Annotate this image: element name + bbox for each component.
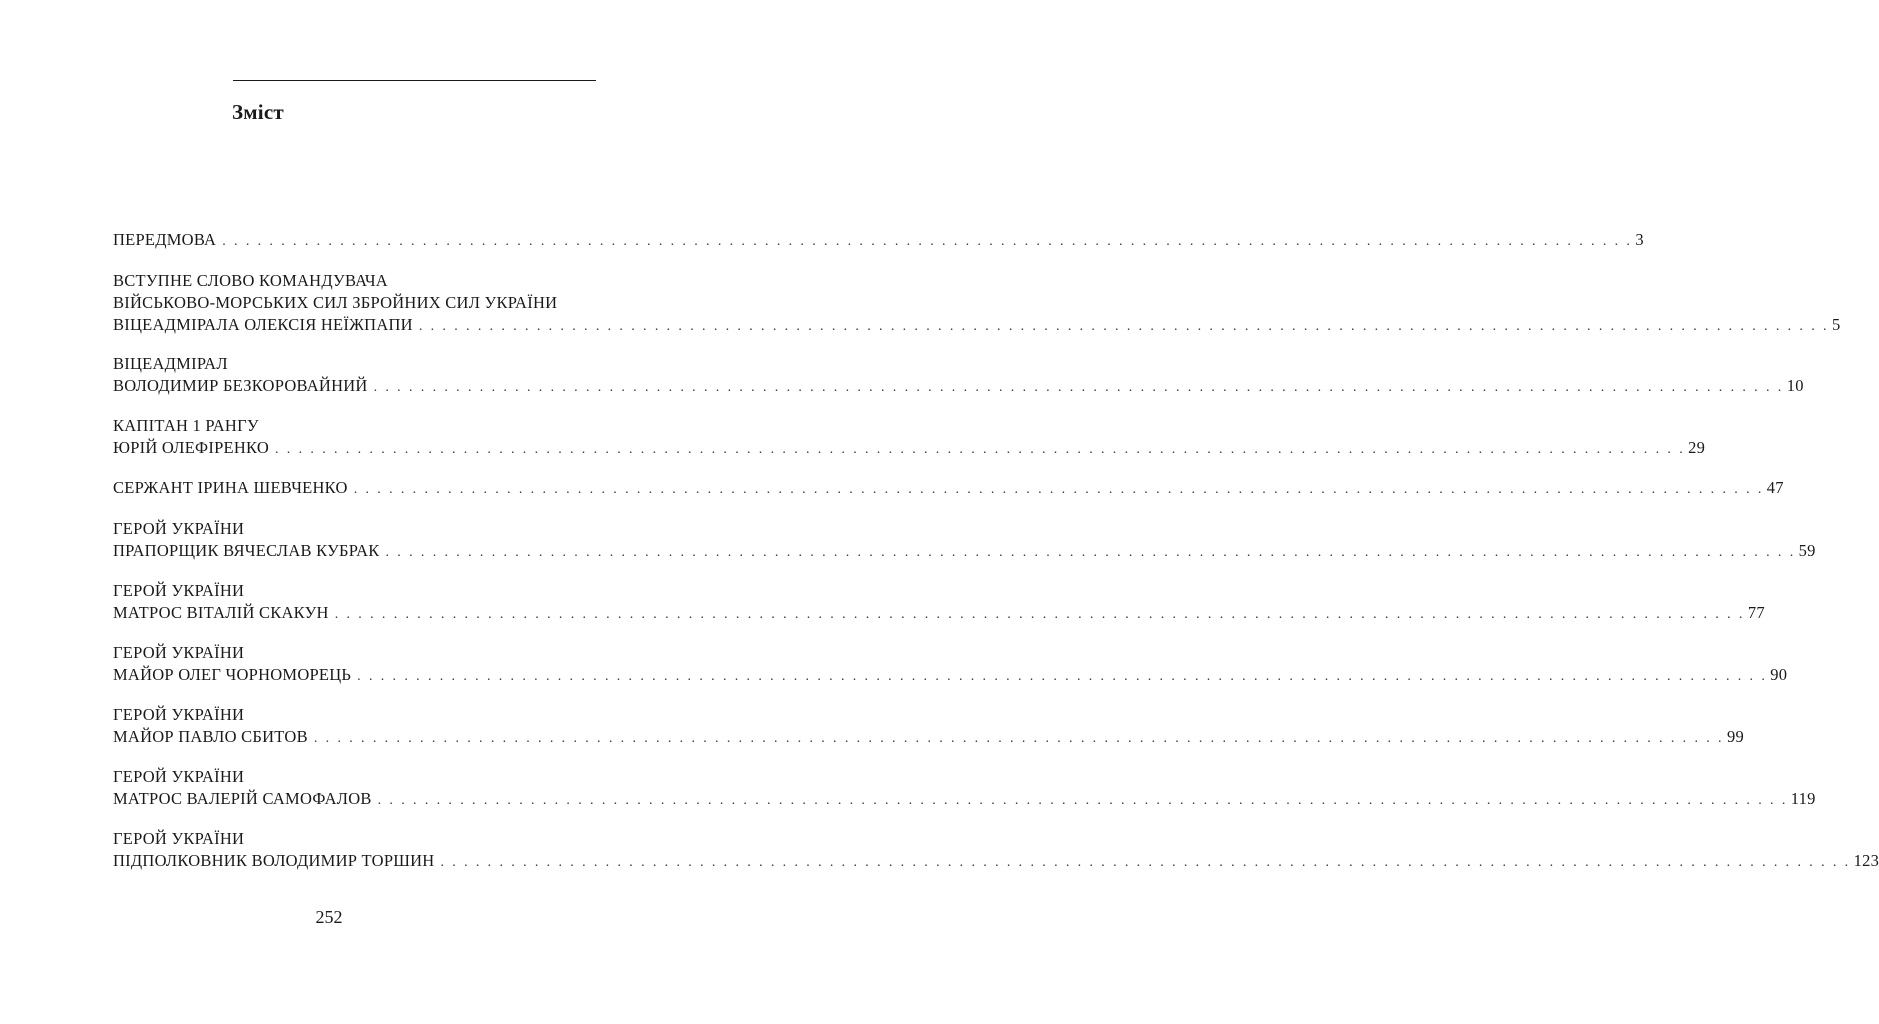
toc-entry-title: МАЙОР ПАВЛО СБИТОВ <box>113 727 308 746</box>
toc-entry-last-line <box>113 540 1816 562</box>
toc-entry-title: МАТРОС ВІТАЛІЙ СКАКУН <box>113 603 329 622</box>
toc-entry-title: ПЕРЕДМОВА <box>113 230 217 249</box>
toc-entry[interactable] <box>113 580 1765 624</box>
toc-entry[interactable] <box>113 477 1784 499</box>
toc-entry[interactable] <box>113 642 1788 686</box>
toc-entry-title: ЮРІЙ ОЛЕФІРЕНКО <box>113 438 269 457</box>
leader-dots: . . . . . . . . . . . . . . . . . . . . . . . . . . . . . . . . . . . . . . . . . . . . . . . . . . . . . . . . . . . . . . . . . . . . . . . . . . . . . . . . . . . . . . . . . . . . . . . . . . . . . . . . . . . . . . . . . . . . . . . . <box>334 607 1745 622</box>
toc-entry-line: ГЕРОЙ УКРАЇНИ <box>113 767 245 786</box>
toc-entry-last-line <box>113 437 1706 459</box>
toc-entry-last-line <box>113 726 1744 748</box>
toc-entry-page-number: 99 <box>1726 727 1744 746</box>
toc-entry-page-number: 90 <box>1770 665 1788 684</box>
toc-entry-last-line <box>113 375 1804 397</box>
toc-entry-page-number: 123 <box>1853 851 1879 870</box>
toc-entry-title: ПІДПОЛКОВНИК ВОЛОДИМИР ТОРШИН <box>113 851 435 870</box>
leader-dots: . . . . . . . . . . . . . . . . . . . . . . . . . . . . . . . . . . . . . . . . . . . . . . . . . . . . . . . . . . . . . . . . . . . . . . . . . . . . . . . . . . . . . . . . . . . . . . . . . . . . . . . . . . . . . . . . . . . . . . . . <box>373 380 1784 395</box>
toc-entry-title: СЕРЖАНТ ІРИНА ШЕВЧЕНКО <box>113 478 348 497</box>
toc-entry-last-line <box>113 477 1784 499</box>
toc-entry[interactable] <box>113 229 1644 251</box>
toc-entry-page-number: 5 <box>1831 315 1841 334</box>
toc-entry-line: ВСТУПНЕ СЛОВО КОМАНДУВАЧА <box>113 271 388 290</box>
toc-heading: Зміст <box>232 100 284 124</box>
toc-entry[interactable] <box>113 704 1744 748</box>
toc-entry-line: ВІЦЕАДМІРАЛ <box>113 354 228 373</box>
toc-entry-last-line <box>113 788 1816 810</box>
toc-entry-title: МАЙОР ОЛЕГ ЧОРНОМОРЕЦЬ <box>113 665 352 684</box>
toc-entry-page-number: 10 <box>1786 376 1804 395</box>
leader-dots: . . . . . . . . . . . . . . . . . . . . . . . . . . . . . . . . . . . . . . . . . . . . . . . . . . . . . . . . . . . . . . . . . . . . . . . . . . . . . . . . . . . . . . . . . . . . . . . . . . . . . . . . . . . . . . . . . . . . . . . . <box>357 669 1768 684</box>
toc-entry-last-line <box>113 314 1841 336</box>
toc-entry-line: ГЕРОЙ УКРАЇНИ <box>113 643 245 662</box>
toc-entry-last-line <box>113 229 1644 251</box>
toc-entry-title: МАТРОС ВАЛЕРІЙ САМОФАЛОВ <box>113 789 372 808</box>
toc-entry-line: ГЕРОЙ УКРАЇНИ <box>113 705 245 724</box>
toc-entry-page-number: 29 <box>1688 438 1706 457</box>
leader-dots: . . . . . . . . . . . . . . . . . . . . . . . . . . . . . . . . . . . . . . . . . . . . . . . . . . . . . . . . . . . . . . . . . . . . . . . . . . . . . . . . . . . . . . . . . . . . . . . . . . . . . . . . . . . . . . . . . . . . . . . . <box>385 545 1796 560</box>
toc-entry[interactable] <box>113 766 1816 810</box>
toc-entry-line: КАПІТАН 1 РАНГУ <box>113 416 259 435</box>
toc-entry[interactable] <box>113 353 1804 397</box>
toc-entry-line: ВІЙСЬКОВО-МОРСЬКИХ СИЛ ЗБРОЙНИХ СИЛ УКРАЇНИ <box>113 293 558 312</box>
leader-dots: . . . . . . . . . . . . . . . . . . . . . . . . . . . . . . . . . . . . . . . . . . . . . . . . . . . . . . . . . . . . . . . . . . . . . . . . . . . . . . . . . . . . . . . . . . . . . . . . . . . . . . . . . . . . . . . . . . . . . . . . <box>275 442 1686 457</box>
toc-entry-page-number: 59 <box>1798 541 1816 560</box>
toc-entry-page-number: 77 <box>1747 603 1765 622</box>
leader-dots: . . . . . . . . . . . . . . . . . . . . . . . . . . . . . . . . . . . . . . . . . . . . . . . . . . . . . . . . . . . . . . . . . . . . . . . . . . . . . . . . . . . . . . . . . . . . . . . . . . . . . . . . . . . . . . . . . . . . . . . . <box>353 482 1764 497</box>
toc-entry[interactable] <box>113 270 1841 336</box>
toc-entry-line: ГЕРОЙ УКРАЇНИ <box>113 829 245 848</box>
toc-entry-title: ПРАПОРЩИК ВЯЧЕСЛАВ КУБРАК <box>113 541 380 560</box>
toc-entry-line: ГЕРОЙ УКРАЇНИ <box>113 581 245 600</box>
toc-entry-page-number: 119 <box>1790 789 1816 808</box>
toc-entry-page-number: 3 <box>1635 230 1644 249</box>
leader-dots: . . . . . . . . . . . . . . . . . . . . . . . . . . . . . . . . . . . . . . . . . . . . . . . . . . . . . . . . . . . . . . . . . . . . . . . . . . . . . . . . . . . . . . . . . . . . . . . . . . . . . . . . . . . . . . . . . . . . . . . . <box>377 793 1788 808</box>
leader-dots: . . . . . . . . . . . . . . . . . . . . . . . . . . . . . . . . . . . . . . . . . . . . . . . . . . . . . . . . . . . . . . . . . . . . . . . . . . . . . . . . . . . . . . . . . . . . . . . . . . . . . . . . . . . . . . . . . . . . . . . . <box>418 319 1829 334</box>
toc-entry[interactable] <box>113 415 1706 459</box>
toc-entry-last-line <box>113 602 1765 624</box>
page-number: 252 <box>315 907 343 927</box>
toc-entry-last-line <box>113 664 1788 686</box>
leader-dots: . . . . . . . . . . . . . . . . . . . . . . . . . . . . . . . . . . . . . . . . . . . . . . . . . . . . . . . . . . . . . . . . . . . . . . . . . . . . . . . . . . . . . . . . . . . . . . . . . . . . . . . . . . . . . . . . . . . . . . . . <box>313 731 1724 746</box>
toc-entry-title: ВОЛОДИМИР БЕЗКОРОВАЙНИЙ <box>113 376 368 395</box>
toc-entry-page-number: 47 <box>1766 478 1784 497</box>
toc-entry-last-line <box>113 850 1879 872</box>
toc-entry-title: ВІЦЕАДМІРАЛА ОЛЕКСІЯ НЕЇЖПАПИ <box>113 315 413 334</box>
toc-entry[interactable] <box>113 828 1879 872</box>
header-rule <box>233 80 596 81</box>
leader-dots: . . . . . . . . . . . . . . . . . . . . . . . . . . . . . . . . . . . . . . . . . . . . . . . . . . . . . . . . . . . . . . . . . . . . . . . . . . . . . . . . . . . . . . . . . . . . . . . . . . . . . . . . . . . . . . . . . . . . . . . . <box>440 855 1851 870</box>
leader-dots: . . . . . . . . . . . . . . . . . . . . . . . . . . . . . . . . . . . . . . . . . . . . . . . . . . . . . . . . . . . . . . . . . . . . . . . . . . . . . . . . . . . . . . . . . . . . . . . . . . . . . . . . . . . . . . . . . . . . . . . . <box>222 234 1633 249</box>
toc-entry-line: ГЕРОЙ УКРАЇНИ <box>113 519 245 538</box>
toc-entry[interactable] <box>113 518 1816 562</box>
